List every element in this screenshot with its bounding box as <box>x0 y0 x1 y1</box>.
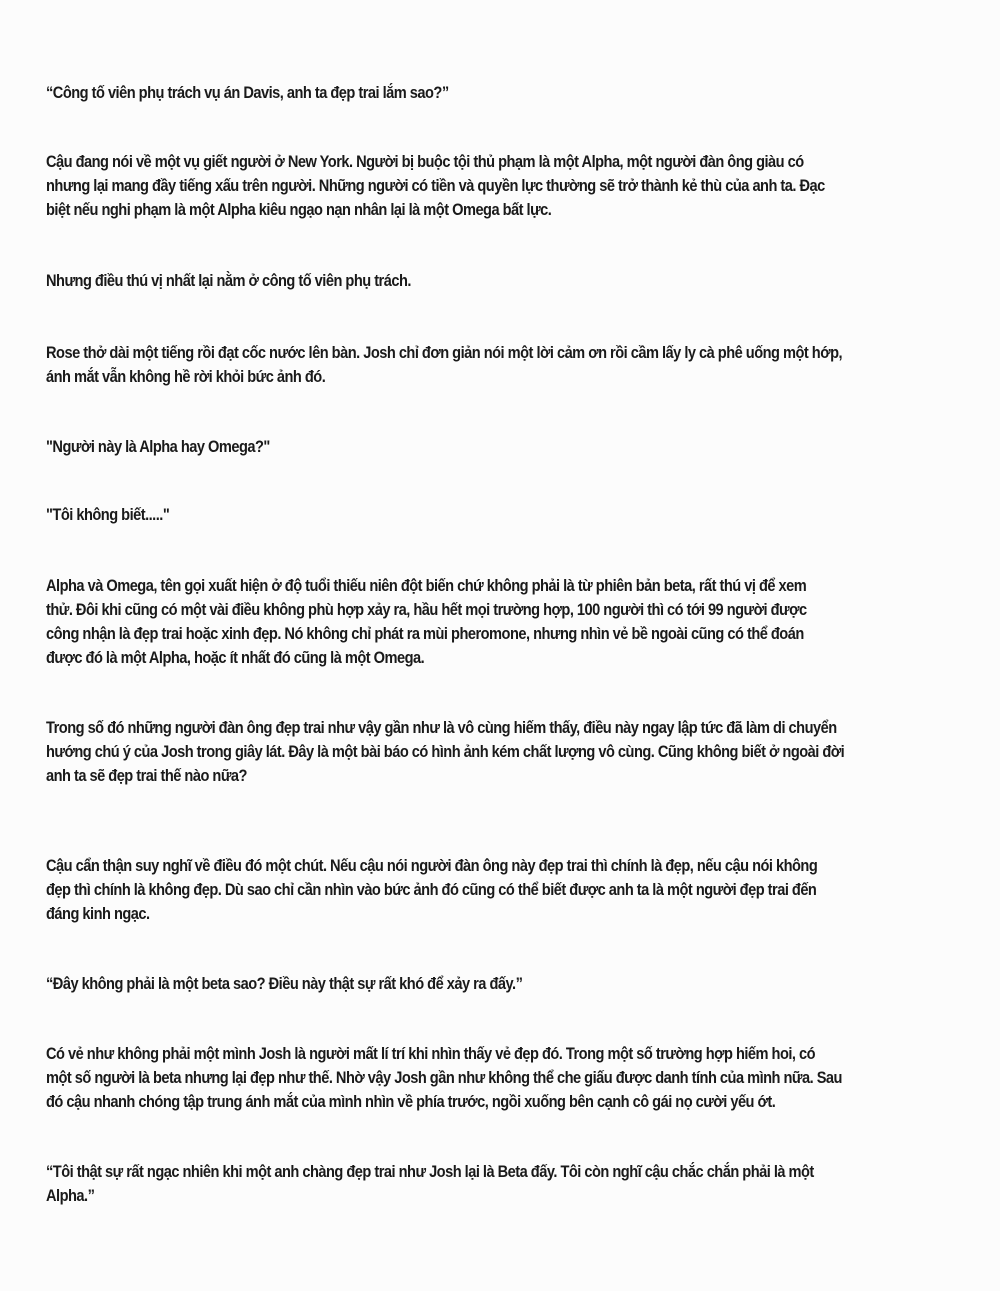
paragraph-alpha-omega-explained <box>46 574 854 670</box>
paragraph-dialogue-dont-know <box>46 503 854 527</box>
text-line: thử. Đôi khi cũng có một vài điều không phù hợp xảy ra, hầu hết mọi trường hợp, 100 người thì có tới 99 người được <box>46 600 807 619</box>
text-line: “Đây không phải là một beta sao? Điều này thật sự rất khó để xảy ra đấy.” <box>46 974 523 993</box>
paragraph-dialogue-surprised <box>46 1160 854 1208</box>
paragraph-dialogue-prosecutor <box>46 81 854 105</box>
paragraph-rose-sighs <box>46 341 854 389</box>
paragraph-careful-thought <box>46 854 854 926</box>
text-line: Cậu đang nói về một vụ giết người ở New York. Người bị buộc tội thủ phạm là một Alpha, một người đàn ông giàu có <box>46 152 804 171</box>
paragraph-interesting-point <box>46 269 854 293</box>
text-line: Cậu cẩn thận suy nghĩ về điều đó một chút. Nếu cậu nói người đàn ông này đẹp trai thì chính là đẹp, nếu cậu nói không <box>46 856 818 875</box>
text-line: một số người là beta nhưng lại đẹp như thế. Nhờ vậy Josh gần như không thể che giấu được danh tính của mình nữa. Sau <box>46 1068 842 1087</box>
text-line: được đó là một Alpha, hoặc ít nhất đó cũng là một Omega. <box>46 648 425 667</box>
paragraph-dialogue-not-beta <box>46 972 854 996</box>
text-line: Alpha.” <box>46 1186 95 1205</box>
text-line: anh ta sẽ đẹp trai thế nào nữa? <box>46 766 247 785</box>
text-line: Có vẻ như không phải một mình Josh là người mất lí trí khi nhìn thấy vẻ đẹp đó. Trong một số trường hợp hiếm hoi, có <box>46 1044 816 1063</box>
text-line: biệt nếu nghi phạm là một Alpha kiêu ngạo nạn nhân lại là một Omega bất lực. <box>46 200 552 219</box>
text-line: hướng chú ý của Josh trong giây lát. Đây là một bài báo có hình ảnh kém chất lượng vô cùng. Cũng không biết ở ngoài đời <box>46 742 845 761</box>
text-line: "Người này là Alpha hay Omega?" <box>46 437 270 456</box>
paragraph-murder-case <box>46 150 854 222</box>
text-line: đó cậu nhanh chóng tập trung ánh mắt của mình nhìn về phía trước, ngồi xuống bên cạnh cô gái nọ cười yếu ớt. <box>46 1092 776 1111</box>
paragraph-josh-not-alone <box>46 1042 854 1114</box>
text-line: "Tôi không biết....." <box>46 505 170 524</box>
text-line: Alpha và Omega, tên gọi xuất hiện ở độ tuổi thiếu niên đột biến chứ không phải là từ phiên bản beta, rất thú vị để xem <box>46 576 807 595</box>
text-line: công nhận là đẹp trai hoặc xinh đẹp. Nó không chỉ phát ra mùi pheromone, nhưng nhìn vẻ bề ngoài cũng có thể đoán <box>46 624 804 643</box>
text-line: đẹp thì chính là không đẹp. Dù sao chỉ cần nhìn vào bức ảnh đó cũng có thể biết được anh ta là một người đẹp trai đến <box>46 880 817 899</box>
text-line: Nhưng điều thú vị nhất lại nằm ở công tố viên phụ trách. <box>46 271 411 290</box>
text-line: “Tôi thật sự rất ngạc nhiên khi một anh chàng đẹp trai như Josh lại là Beta đấy. Tôi còn nghĩ cậu chắc chắn phải là một <box>46 1162 814 1181</box>
paragraph-rare-handsome-men <box>46 716 854 788</box>
text-line: Rose thở dài một tiếng rồi đạt cốc nước lên bàn. Josh chỉ đơn giản nói một lời cảm ơn rồi cầm lấy ly cà phê uống một hớp, <box>46 343 843 362</box>
paragraph-dialogue-alpha-or-omega <box>46 435 854 459</box>
text-line: “Công tố viên phụ trách vụ án Davis, anh ta đẹp trai lắm sao?” <box>46 83 449 102</box>
text-line: đáng kinh ngạc. <box>46 904 150 923</box>
text-line: nhưng lại mang đầy tiếng xấu trên người. Những người có tiền và quyền lực thường sẽ trở thành kẻ thù của anh ta. Đạc <box>46 176 825 195</box>
text-line: Trong số đó những người đàn ông đẹp trai như vậy gần như là vô cùng hiếm thấy, điều này ngay lập tức đã làm di chuyển <box>46 718 837 737</box>
text-line: ánh mắt vẫn không hề rời khỏi bức ảnh đó. <box>46 367 326 386</box>
